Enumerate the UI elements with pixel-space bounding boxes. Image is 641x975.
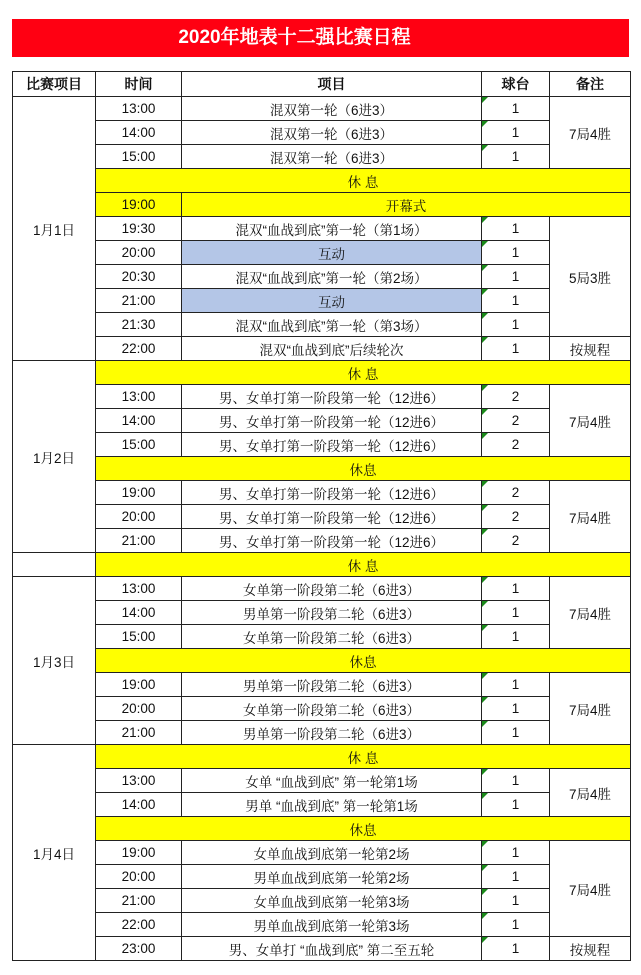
table-number-cell: 1 [482, 337, 550, 361]
table-row [13, 145, 631, 169]
table-row [13, 481, 631, 505]
note-cell: 7局4胜 [550, 577, 631, 649]
ceremony-cell: 开幕式 [182, 193, 631, 217]
item-cell: 混双第一轮（6进3） [182, 145, 482, 169]
item-cell: 女单血战到底第一轮第3场 [182, 889, 482, 913]
table-number-cell: 1 [482, 673, 550, 697]
table-number-cell: 1 [482, 313, 550, 337]
table-number-cell: 2 [482, 529, 550, 553]
table-row [13, 625, 631, 649]
rest-cell: 休 息 [96, 553, 631, 577]
table-number-cell: 1 [482, 889, 550, 913]
table-row [13, 241, 631, 265]
note-cell: 7局4胜 [550, 97, 631, 169]
table-number-cell: 1 [482, 241, 550, 265]
rest-cell: 休息 [96, 649, 631, 673]
date-cell: 1月4日 [13, 745, 96, 961]
time-cell: 22:00 [96, 337, 182, 361]
table-row [13, 529, 631, 553]
time-cell: 14:00 [96, 121, 182, 145]
time-cell: 14:00 [96, 793, 182, 817]
table-number-cell: 1 [482, 97, 550, 121]
date-cell: 1月3日 [13, 577, 96, 745]
table-number-cell: 1 [482, 769, 550, 793]
table-number-cell: 1 [482, 601, 550, 625]
table-number-cell: 1 [482, 121, 550, 145]
item-cell: 男、女单打第一阶段第一轮（12进6） [182, 409, 482, 433]
table-row [13, 865, 631, 889]
rest-cell: 休 息 [96, 745, 631, 769]
table-row [13, 337, 631, 361]
date-cell: 1月1日 [13, 97, 96, 361]
time-cell: 15:00 [96, 625, 182, 649]
time-cell: 14:00 [96, 601, 182, 625]
item-cell: 女单血战到底第一轮第2场 [182, 841, 482, 865]
item-cell: 男、女单打第一阶段第一轮（12进6） [182, 505, 482, 529]
time-cell: 21:00 [96, 289, 182, 313]
header-table: 球台 [482, 72, 550, 97]
time-cell: 19:00 [96, 481, 182, 505]
item-cell: 男、女单打第一阶段第一轮（12进6） [182, 433, 482, 457]
table-row [13, 121, 631, 145]
time-cell: 20:30 [96, 265, 182, 289]
rest-row [13, 169, 631, 193]
table-number-cell: 1 [482, 865, 550, 889]
time-cell: 13:00 [96, 97, 182, 121]
table-number-cell: 2 [482, 505, 550, 529]
item-cell: 男单第一阶段第二轮（6进3） [182, 673, 482, 697]
item-cell: 混双“血战到底”第一轮（第1场） [182, 217, 482, 241]
rest-cell: 休 息 [96, 169, 631, 193]
table-number-cell: 1 [482, 289, 550, 313]
table-number-cell: 1 [482, 265, 550, 289]
rest-row [13, 649, 631, 673]
table-row [13, 913, 631, 937]
table-number-cell: 1 [482, 697, 550, 721]
rest-row [13, 817, 631, 841]
table-number-cell: 1 [482, 145, 550, 169]
page-title: 2020年地表十二强比赛日程 [12, 19, 629, 57]
time-cell: 19:00 [96, 841, 182, 865]
header-note: 备注 [550, 72, 631, 97]
item-cell: 男单血战到底第一轮第2场 [182, 865, 482, 889]
table-number-cell: 1 [482, 841, 550, 865]
table-row [13, 217, 631, 241]
table-row [13, 409, 631, 433]
table-number-cell: 1 [482, 721, 550, 745]
item-cell: 男、女单打第一阶段第一轮（12进6） [182, 481, 482, 505]
time-cell: 19:30 [96, 217, 182, 241]
header-category: 比赛项目 [13, 72, 96, 97]
table-row [13, 937, 631, 961]
rest-cell: 休息 [96, 817, 631, 841]
rest-row [13, 457, 631, 481]
item-cell: 混双“血战到底”第一轮（第3场） [182, 313, 482, 337]
time-cell: 19:00 [96, 193, 182, 217]
item-cell: 男、女单打 “血战到底” 第二至五轮 [182, 937, 482, 961]
time-cell: 20:00 [96, 505, 182, 529]
table-number-cell: 2 [482, 409, 550, 433]
time-cell: 13:00 [96, 385, 182, 409]
schedule-table [12, 71, 631, 961]
rest-row [13, 361, 631, 385]
rest-cell: 休 息 [96, 361, 631, 385]
header-row [13, 72, 631, 97]
item-cell: 混双“血战到底”后续轮次 [182, 337, 482, 361]
item-cell: 男单第一阶段第二轮（6进3） [182, 601, 482, 625]
time-cell: 13:00 [96, 769, 182, 793]
item-cell: 混双“血战到底”第一轮（第2场） [182, 265, 482, 289]
table-row [13, 433, 631, 457]
table-row [13, 97, 631, 121]
table-row [13, 385, 631, 409]
table-row [13, 769, 631, 793]
rest-row [13, 553, 631, 577]
table-number-cell: 1 [482, 577, 550, 601]
rest-row [13, 745, 631, 769]
interaction-cell: 互动 [182, 289, 482, 313]
time-cell: 20:00 [96, 241, 182, 265]
item-cell: 女单第一阶段第二轮（6进3） [182, 625, 482, 649]
table-row [13, 505, 631, 529]
table-number-cell: 1 [482, 913, 550, 937]
time-cell: 21:00 [96, 529, 182, 553]
table-row [13, 577, 631, 601]
item-cell: 男单第一阶段第二轮（6进3） [182, 721, 482, 745]
item-cell: 男、女单打第一阶段第一轮（12进6） [182, 529, 482, 553]
time-cell: 22:00 [96, 913, 182, 937]
table-row [13, 721, 631, 745]
table-row [13, 313, 631, 337]
header-time: 时间 [96, 72, 182, 97]
time-cell: 19:00 [96, 673, 182, 697]
interaction-cell: 互动 [182, 241, 482, 265]
date-cell: 1月2日 [13, 361, 96, 553]
table-row [13, 841, 631, 865]
table-row [13, 289, 631, 313]
table-number-cell: 2 [482, 481, 550, 505]
schedule-body [13, 97, 631, 961]
table-row [13, 601, 631, 625]
item-cell: 混双第一轮（6进3） [182, 121, 482, 145]
item-cell: 女单 “血战到底” 第一轮第1场 [182, 769, 482, 793]
time-cell: 15:00 [96, 433, 182, 457]
rest-cell: 休息 [96, 457, 631, 481]
note-cell: 按规程 [550, 337, 631, 361]
table-row [13, 193, 631, 217]
table-row [13, 265, 631, 289]
time-cell: 21:00 [96, 721, 182, 745]
time-cell: 13:00 [96, 577, 182, 601]
note-cell: 7局4胜 [550, 841, 631, 937]
note-cell: 按规程 [550, 937, 631, 961]
time-cell: 20:00 [96, 697, 182, 721]
item-cell: 女单第一阶段第二轮（6进3） [182, 577, 482, 601]
table-number-cell: 1 [482, 217, 550, 241]
item-cell: 男、女单打第一阶段第一轮（12进6） [182, 385, 482, 409]
note-cell: 7局4胜 [550, 673, 631, 745]
time-cell: 21:30 [96, 313, 182, 337]
time-cell: 23:00 [96, 937, 182, 961]
note-cell: 7局4胜 [550, 481, 631, 553]
time-cell: 14:00 [96, 409, 182, 433]
table-row [13, 673, 631, 697]
note-cell: 7局4胜 [550, 769, 631, 817]
table-number-cell: 1 [482, 937, 550, 961]
header-item: 项目 [182, 72, 482, 97]
table-number-cell: 2 [482, 433, 550, 457]
note-cell: 7局4胜 [550, 385, 631, 457]
item-cell: 男单血战到底第一轮第3场 [182, 913, 482, 937]
date-cell [13, 553, 96, 577]
item-cell: 男单 “血战到底” 第一轮第1场 [182, 793, 482, 817]
table-number-cell: 1 [482, 625, 550, 649]
table-number-cell: 1 [482, 793, 550, 817]
item-cell: 混双第一轮（6进3） [182, 97, 482, 121]
time-cell: 15:00 [96, 145, 182, 169]
item-cell: 女单第一阶段第二轮（6进3） [182, 697, 482, 721]
note-cell: 5局3胜 [550, 217, 631, 337]
time-cell: 21:00 [96, 889, 182, 913]
table-row [13, 793, 631, 817]
table-number-cell: 2 [482, 385, 550, 409]
table-row [13, 889, 631, 913]
time-cell: 20:00 [96, 865, 182, 889]
table-row [13, 697, 631, 721]
